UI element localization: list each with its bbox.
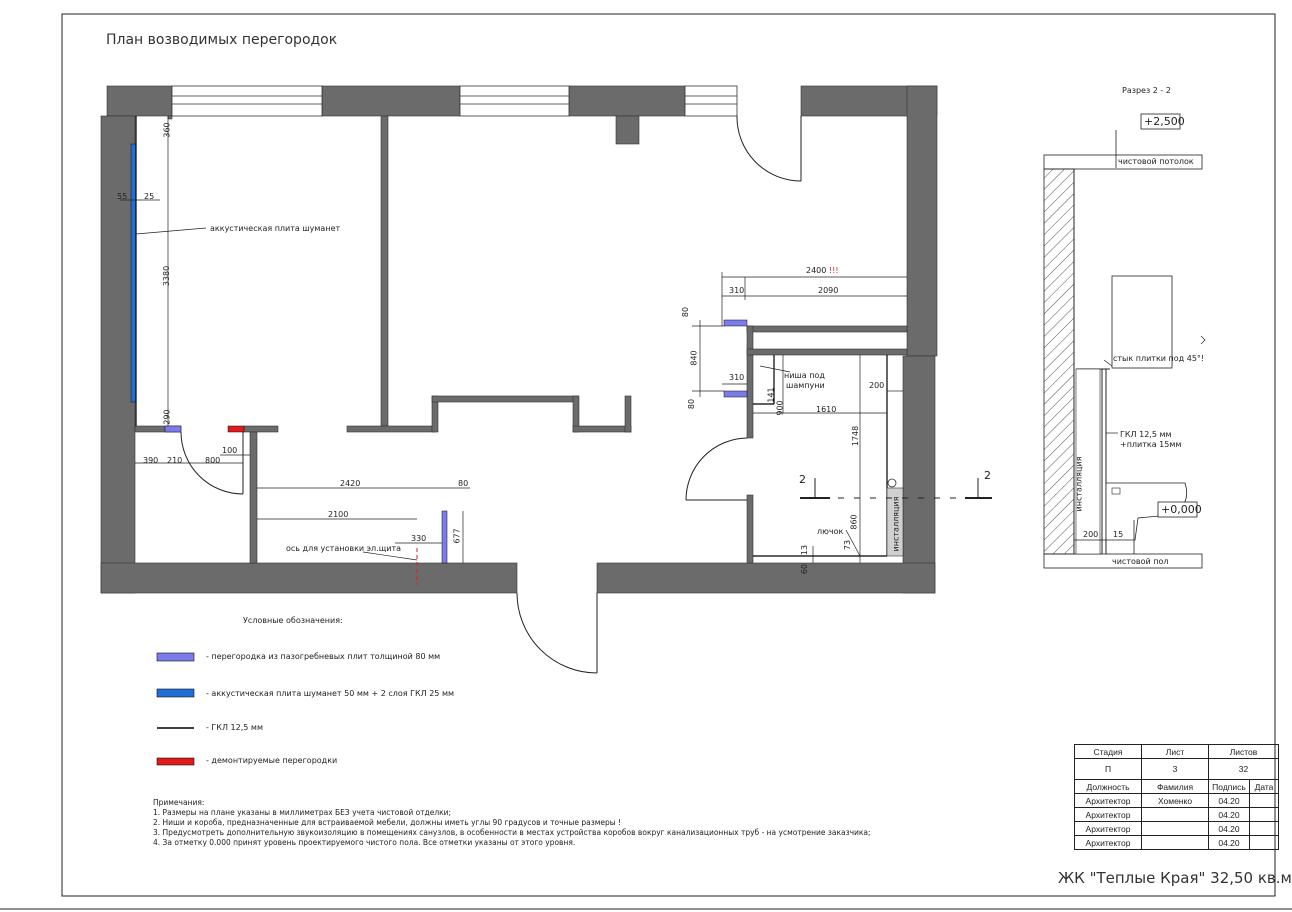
dim-2400-warning: !!! xyxy=(828,266,839,275)
title-block xyxy=(1074,744,1279,850)
stamp-sign: 04.20 xyxy=(1209,836,1250,850)
legend-swatches xyxy=(157,653,194,765)
dim-290: 290 xyxy=(162,409,172,425)
dim-55: 55 xyxy=(117,192,128,201)
legend-item-acoustic: - аккустическая плита шуманет 50 мм + 2 слоя ГКЛ 25 мм xyxy=(206,689,455,698)
dim-360: 360 xyxy=(162,122,172,138)
new-partitions xyxy=(131,144,747,563)
tile-label: +плитка 15мм xyxy=(1120,440,1182,449)
legend-swatch-partition xyxy=(157,653,194,661)
stamp-sign: 04.20 xyxy=(1209,794,1250,808)
note-2: 2. Ниши и короба, предназначенные для встраиваемой мебели, должны иметь углы 90 градусов и точные размеры ! xyxy=(153,818,622,827)
stamp-date xyxy=(1250,822,1279,836)
project-name: ЖК "Теплые Края" 32,50 кв.м xyxy=(1058,869,1292,887)
section-mark-left: 2 xyxy=(799,473,806,486)
tile-joint-label: стык плитки под 45°! xyxy=(1113,354,1205,363)
stamp-sheets-header: Листов xyxy=(1209,745,1279,759)
dim-677: 677 xyxy=(452,528,462,544)
notes-block xyxy=(153,798,871,848)
dimension-lines xyxy=(120,116,907,563)
stamp-position: Архитектор xyxy=(1075,822,1142,836)
level-zero: +0,000 xyxy=(1161,503,1202,516)
stamp-position: Архитектор xyxy=(1075,836,1142,850)
section-drawing xyxy=(1044,114,1205,568)
dim-2420: 2420 xyxy=(340,479,361,488)
dim-73: 73 xyxy=(843,539,853,551)
stamp-position: Архитектор xyxy=(1075,808,1142,822)
dim-200-plan: 200 xyxy=(869,381,885,390)
dim-330: 330 xyxy=(411,534,427,543)
legend-swatch-demolish xyxy=(157,758,194,765)
dim-900: 900 xyxy=(775,400,785,416)
stamp-date xyxy=(1250,836,1279,850)
stamp-surname: Хоменко xyxy=(1142,794,1209,808)
exterior-walls xyxy=(101,86,937,593)
axis-note: ось для установки эл.щита xyxy=(286,544,402,553)
dim-840: 840 xyxy=(689,350,699,366)
stamp-sheets: 32 xyxy=(1209,759,1279,780)
legend-title: Условные обозначения: xyxy=(243,616,343,625)
note-3: 3. Предусмотреть дополнительную звукоизоляцию в помещениях санузлов, в особенности в местах устройства коробов вокруг канализационных труб - на усмотрение заказчика; xyxy=(153,828,871,837)
stamp-position: Архитектор xyxy=(1075,794,1142,808)
stamp-surname-header: Фамилия xyxy=(1142,780,1209,794)
sheet-title: План возводимых перегородок xyxy=(106,32,338,48)
installation-plan-label: инсталляция xyxy=(891,496,901,552)
dim-2400 xyxy=(806,267,839,275)
stamp-stage-header: Стадия xyxy=(1075,745,1142,759)
dim-1748: 1748 xyxy=(851,425,861,447)
dim-1610: 1610 xyxy=(816,405,837,414)
niche-note-line2: шампуни xyxy=(786,381,825,390)
niche-note-line1: ниша под xyxy=(784,371,825,380)
dim-800: 800 xyxy=(205,456,221,465)
dim-310-mid: 310 xyxy=(729,373,745,382)
floor-label: чистовой пол xyxy=(1112,557,1169,566)
stamp-position-header: Должность xyxy=(1075,780,1142,794)
section-title: Разрез 2 - 2 xyxy=(1122,86,1171,95)
interior-walls xyxy=(135,116,907,563)
section-dim-15: 15 xyxy=(1113,530,1124,539)
dim-2400-value: 2400 xyxy=(806,266,827,275)
dim-390: 390 xyxy=(143,456,159,465)
legend-swatch-acoustic xyxy=(157,689,194,697)
dim-80-bottom: 80 xyxy=(687,398,697,410)
dim-2090: 2090 xyxy=(818,286,839,295)
stamp-surname xyxy=(1142,808,1209,822)
hatch-note: лючок xyxy=(817,527,844,536)
dim-100: 100 xyxy=(222,446,238,455)
section-dim-200: 200 xyxy=(1083,530,1099,539)
legend-item-gkl: - ГКЛ 12,5 мм xyxy=(206,723,263,732)
dim-210: 210 xyxy=(167,456,183,465)
dim-2100: 2100 xyxy=(328,510,349,519)
dim-860: 860 xyxy=(849,514,859,530)
dim-3380: 3380 xyxy=(162,265,172,287)
acoustic-note: аккустическая плита шуманет xyxy=(210,224,341,233)
legend-item-partition: - перегородка из пазогребневых плит толщиной 80 мм xyxy=(206,652,441,661)
dim-13: 13 xyxy=(800,544,810,556)
notes-title: Примечания: xyxy=(153,798,205,807)
section-mark-right: 2 xyxy=(984,469,991,482)
legend-item-demolish: - демонтируемые перегородки xyxy=(206,756,338,765)
level-top: +2,500 xyxy=(1144,115,1185,128)
stamp-surname xyxy=(1142,836,1209,850)
gkl-lines xyxy=(136,116,887,556)
dim-80-top: 80 xyxy=(458,479,469,488)
dim-141: 141 xyxy=(766,387,776,403)
note-1: 1. Размеры на плане указаны в миллиметрах БЕЗ учета чистовой отделки; xyxy=(153,808,452,817)
stamp-date xyxy=(1250,794,1279,808)
stamp-stage: П xyxy=(1075,759,1142,780)
installation-section-label: инсталляция xyxy=(1074,456,1084,512)
stamp-sheet: 3 xyxy=(1142,759,1209,780)
dim-60: 60 xyxy=(800,563,810,575)
dim-80-left: 80 xyxy=(681,306,691,318)
stamp-sign: 04.20 xyxy=(1209,808,1250,822)
stamp-date-header: Дата xyxy=(1250,780,1279,794)
ceiling-label: чистовой потолок xyxy=(1118,157,1194,166)
drain-symbol xyxy=(888,479,896,487)
stamp-sign-header: Подпись xyxy=(1209,780,1250,794)
stamp-date xyxy=(1250,808,1279,822)
dim-25: 25 xyxy=(144,192,155,201)
dim-310-top: 310 xyxy=(729,286,745,295)
note-4: 4. За отметку 0.000 принят уровень проектируемого чистого пола. Все отметки указаны от этого уровня. xyxy=(153,838,576,847)
stamp-sign: 04.20 xyxy=(1209,822,1250,836)
stamp-sheet-header: Лист xyxy=(1142,745,1209,759)
gkl-label: ГКЛ 12,5 мм xyxy=(1120,430,1172,439)
stamp-surname xyxy=(1142,822,1209,836)
